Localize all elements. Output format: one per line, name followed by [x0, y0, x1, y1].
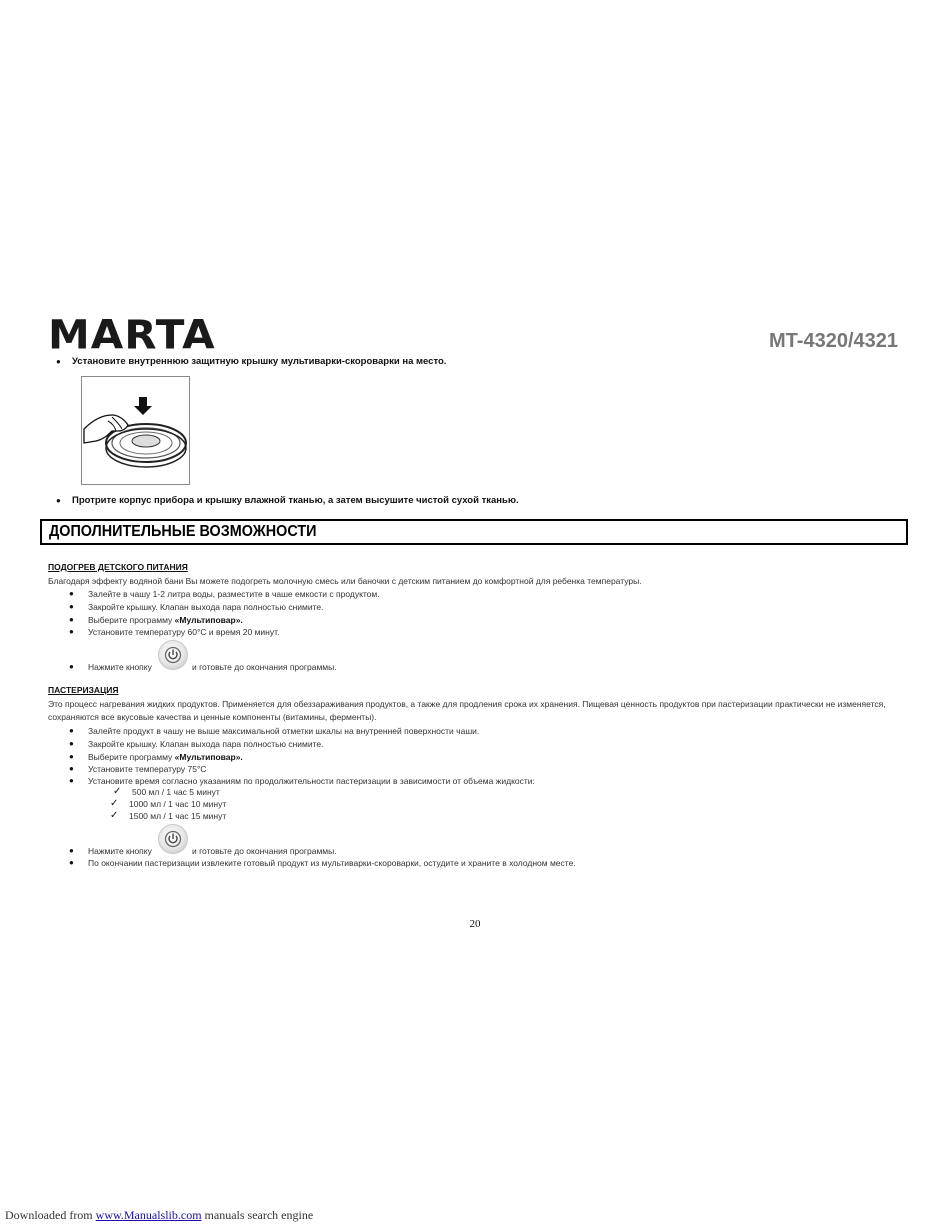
section-header-box: [40, 519, 908, 545]
baby-food-press-after: и готовьте до окончания программы.: [192, 662, 337, 672]
top-bullet-1: [56, 356, 446, 367]
step-text: По окончании пастеризации извлеките готовый продукт из мультиварки-скороварки, остудите и храните в холодном месте.: [88, 858, 576, 868]
section-title: ДОПОЛНИТЕЛЬНЫЕ ВОЗМОЖНОСТИ: [49, 523, 317, 540]
baby-food-intro: Благодаря эффекту водяной бани Вы можете подогреть молочную смесь или баночки с детским питанием до комфортной для ребенка температуры.: [48, 576, 642, 586]
bullet-dot: ●: [69, 615, 74, 624]
bullet-dot: ●: [69, 764, 74, 773]
bullet-dot: ●: [69, 662, 74, 671]
step-text: Выберите программу: [88, 615, 175, 625]
power-button-icon: [158, 640, 188, 670]
program-name: «Мультиповар».: [174, 752, 243, 762]
press-before-text: Нажмите кнопку: [88, 662, 152, 672]
press-before-text: Нажмите кнопку: [88, 846, 152, 856]
bullet-dot: ●: [69, 726, 74, 735]
checkmark-icon: ✓: [113, 786, 122, 797]
pasteurization-step-2: [69, 739, 324, 749]
bullet-dot: ●: [69, 627, 74, 636]
baby-food-step-2: [69, 602, 324, 612]
lid-install-illustration: [81, 376, 190, 485]
footer-prefix: Downloaded from: [5, 1208, 96, 1222]
bullet-dot: ●: [69, 602, 74, 611]
volume-item-1: [113, 786, 220, 797]
step-text: Закройте крышку. Клапан выхода пара полностью снимите.: [88, 739, 324, 749]
pasteurization-press-step: [69, 846, 152, 856]
model-number: MT-4320/4321: [769, 330, 898, 352]
bullet-dot: ●: [56, 496, 61, 505]
pasteurization-step-3: [69, 752, 243, 762]
volume-text: 1000 мл / 1 час 10 минут: [129, 799, 227, 809]
volume-text: 500 мл / 1 час 5 минут: [132, 787, 220, 797]
download-footer: [5, 1208, 313, 1223]
checkmark-icon: ✓: [110, 798, 119, 809]
hand-lid-arrow-icon: [82, 377, 189, 484]
step-text: Установите температуру 60°С и время 20 минут.: [88, 627, 280, 637]
top-bullet-2-text: Протрите корпус прибора и крышку влажной тканью, а затем высушите чистой сухой тканью.: [72, 495, 519, 506]
step-text: Залейте в чашу 1-2 литра воды, разместите в чаше емкости с продуктом.: [88, 589, 380, 599]
bullet-dot: ●: [69, 776, 74, 785]
bullet-dot: ●: [69, 858, 74, 867]
baby-food-step-4: [69, 627, 280, 637]
step-text: Закройте крышку. Клапан выхода пара полностью снимите.: [88, 602, 324, 612]
step-text: Установите температуру 75°С: [88, 764, 207, 774]
page-number: 20: [469, 918, 481, 930]
pasteurization-step-4: [69, 764, 207, 774]
step-text: Залейте продукт в чашу не выше максимальной отметки шкалы на внутренней поверхности чаши.: [88, 726, 480, 736]
step-text: Выберите программу: [88, 752, 175, 762]
volume-text: 1500 мл / 1 час 15 минут: [129, 811, 227, 821]
pasteurization-step-5: [69, 776, 535, 786]
baby-food-step-3: [69, 615, 243, 625]
pasteurization-intro-1: Это процесс нагревания жидких продуктов. Применяется для обеззараживания продуктов, а также для продления срока их хранения. Пищевая ценность продуктов при пастеризации практически не изменяется,: [48, 699, 886, 709]
footer-suffix: manuals search engine: [201, 1208, 314, 1222]
pasteurization-step-1: [69, 726, 480, 736]
bullet-dot: ●: [69, 846, 74, 855]
top-bullet-1-text: Установите внутреннюю защитную крышку мультиварки-скороварки на место.: [72, 356, 447, 367]
top-bullet-2: [56, 495, 519, 506]
program-name: «Мультиповар».: [174, 615, 243, 625]
bullet-dot: ●: [69, 589, 74, 598]
baby-food-step-1: [69, 589, 380, 599]
step-text: Установите время согласно указаниям по продолжительности пастеризации в зависимости от объема жидкости:: [88, 776, 535, 786]
bullet-dot: ●: [69, 739, 74, 748]
pasteurization-final-step: [69, 858, 576, 868]
brand-logo: MARTA: [48, 311, 216, 358]
pasteurization-press-after: и готовьте до окончания программы.: [192, 846, 337, 856]
checkmark-icon: ✓: [110, 810, 119, 821]
baby-food-press-step: [69, 662, 152, 672]
pasteurization-heading: ПАСТЕРИЗАЦИЯ: [48, 685, 119, 695]
manualslib-link[interactable]: www.Manualslib.com: [95, 1208, 202, 1222]
bullet-dot: ●: [69, 752, 74, 761]
power-button-icon: [158, 824, 188, 854]
baby-food-heading: ПОДОГРЕВ ДЕТСКОГО ПИТАНИЯ: [48, 562, 188, 572]
bullet-dot: ●: [56, 357, 61, 366]
pasteurization-intro-2: сохраняются все вкусовые качества и ценные компоненты (витамины, ферменты).: [48, 712, 377, 722]
volume-item-3: [110, 810, 227, 821]
volume-item-2: [110, 798, 227, 809]
